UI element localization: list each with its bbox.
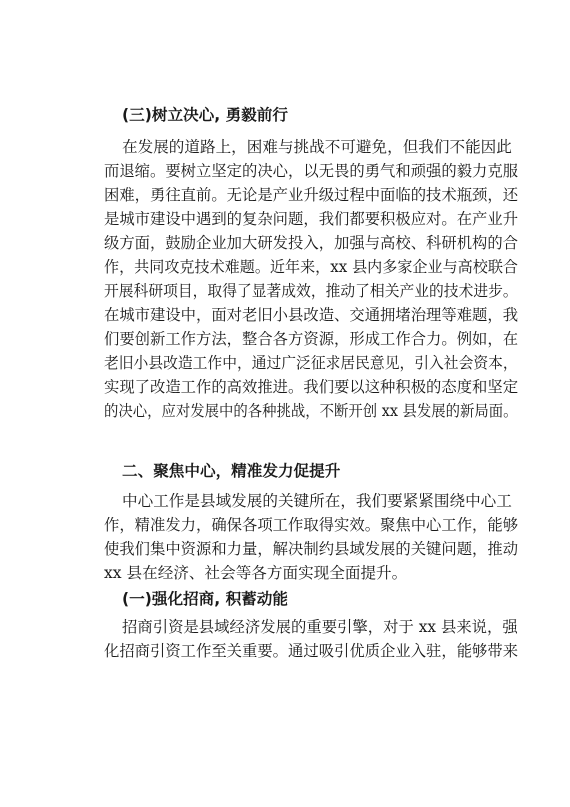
section-heading: (三)树立决心, 勇毅前行: [122, 106, 288, 124]
paragraph-line: 化招商引资工作至关重要。通过吸引优质企业入驻，能够带来: [104, 642, 519, 660]
paragraph-line: xx 县在经济、社会等各方面实现全面提升。: [104, 564, 408, 582]
paragraph-line: 在城市建设中，面对老旧小县改造、交通拥堵治理等难题，我: [104, 306, 519, 324]
paragraph-line: 困难，勇往直前。无论是产业升级过程中面临的技术瓶颈，还: [104, 186, 519, 204]
paragraph-line: 使我们集中资源和力量，解决制约县域发展的关键问题，推动: [104, 540, 519, 558]
part-heading: 二、聚焦中心，精准发力促提升: [122, 462, 341, 480]
paragraph-line: 实现了改造工作的高效推进。我们要以这种积极的态度和坚定: [104, 378, 519, 396]
paragraph-line: 们要创新工作方法，整合各方资源，形成工作合力。例如，在: [104, 330, 519, 348]
paragraph-line: 在发展的道路上，困难与挑战不可避免，但我们不能因此: [122, 138, 512, 156]
paragraph-line: 老旧小县改造工作中，通过广泛征求居民意见，引入社会资本，: [104, 354, 518, 372]
paragraph-line: 的决心，应对发展中的各种挑战，不断开创 xx 县发展的新局面。: [104, 402, 518, 420]
paragraph-line: 是城市建设中遇到的复杂问题，我们都要积极应对。在产业升: [104, 210, 519, 228]
paragraph-line: 作，共同攻克技术难题。近年来，xx 县内多家企业与高校联合: [104, 258, 518, 276]
paragraph-line: 招商引资是县域经济发展的重要引擎，对于 xx 县来说，强: [122, 618, 518, 636]
section-heading: (一)强化招商, 积蓄动能: [122, 590, 288, 608]
paragraph-line: 而退缩。要树立坚定的决心，以无畏的勇气和顽强的毅力克服: [104, 162, 519, 180]
paragraph-line: 级方面，鼓励企业加大研发投入，加强与高校、科研机构的合: [104, 234, 519, 252]
paragraph-line: 开展科研项目，取得了显著成效，推动了相关产业的技术进步。: [104, 282, 518, 300]
paragraph-line: 作，精准发力，确保各项工作取得实效。聚焦中心工作，能够: [104, 516, 519, 534]
paragraph-line: 中心工作是县域发展的关键所在，我们要紧紧围绕中心工: [122, 492, 512, 510]
